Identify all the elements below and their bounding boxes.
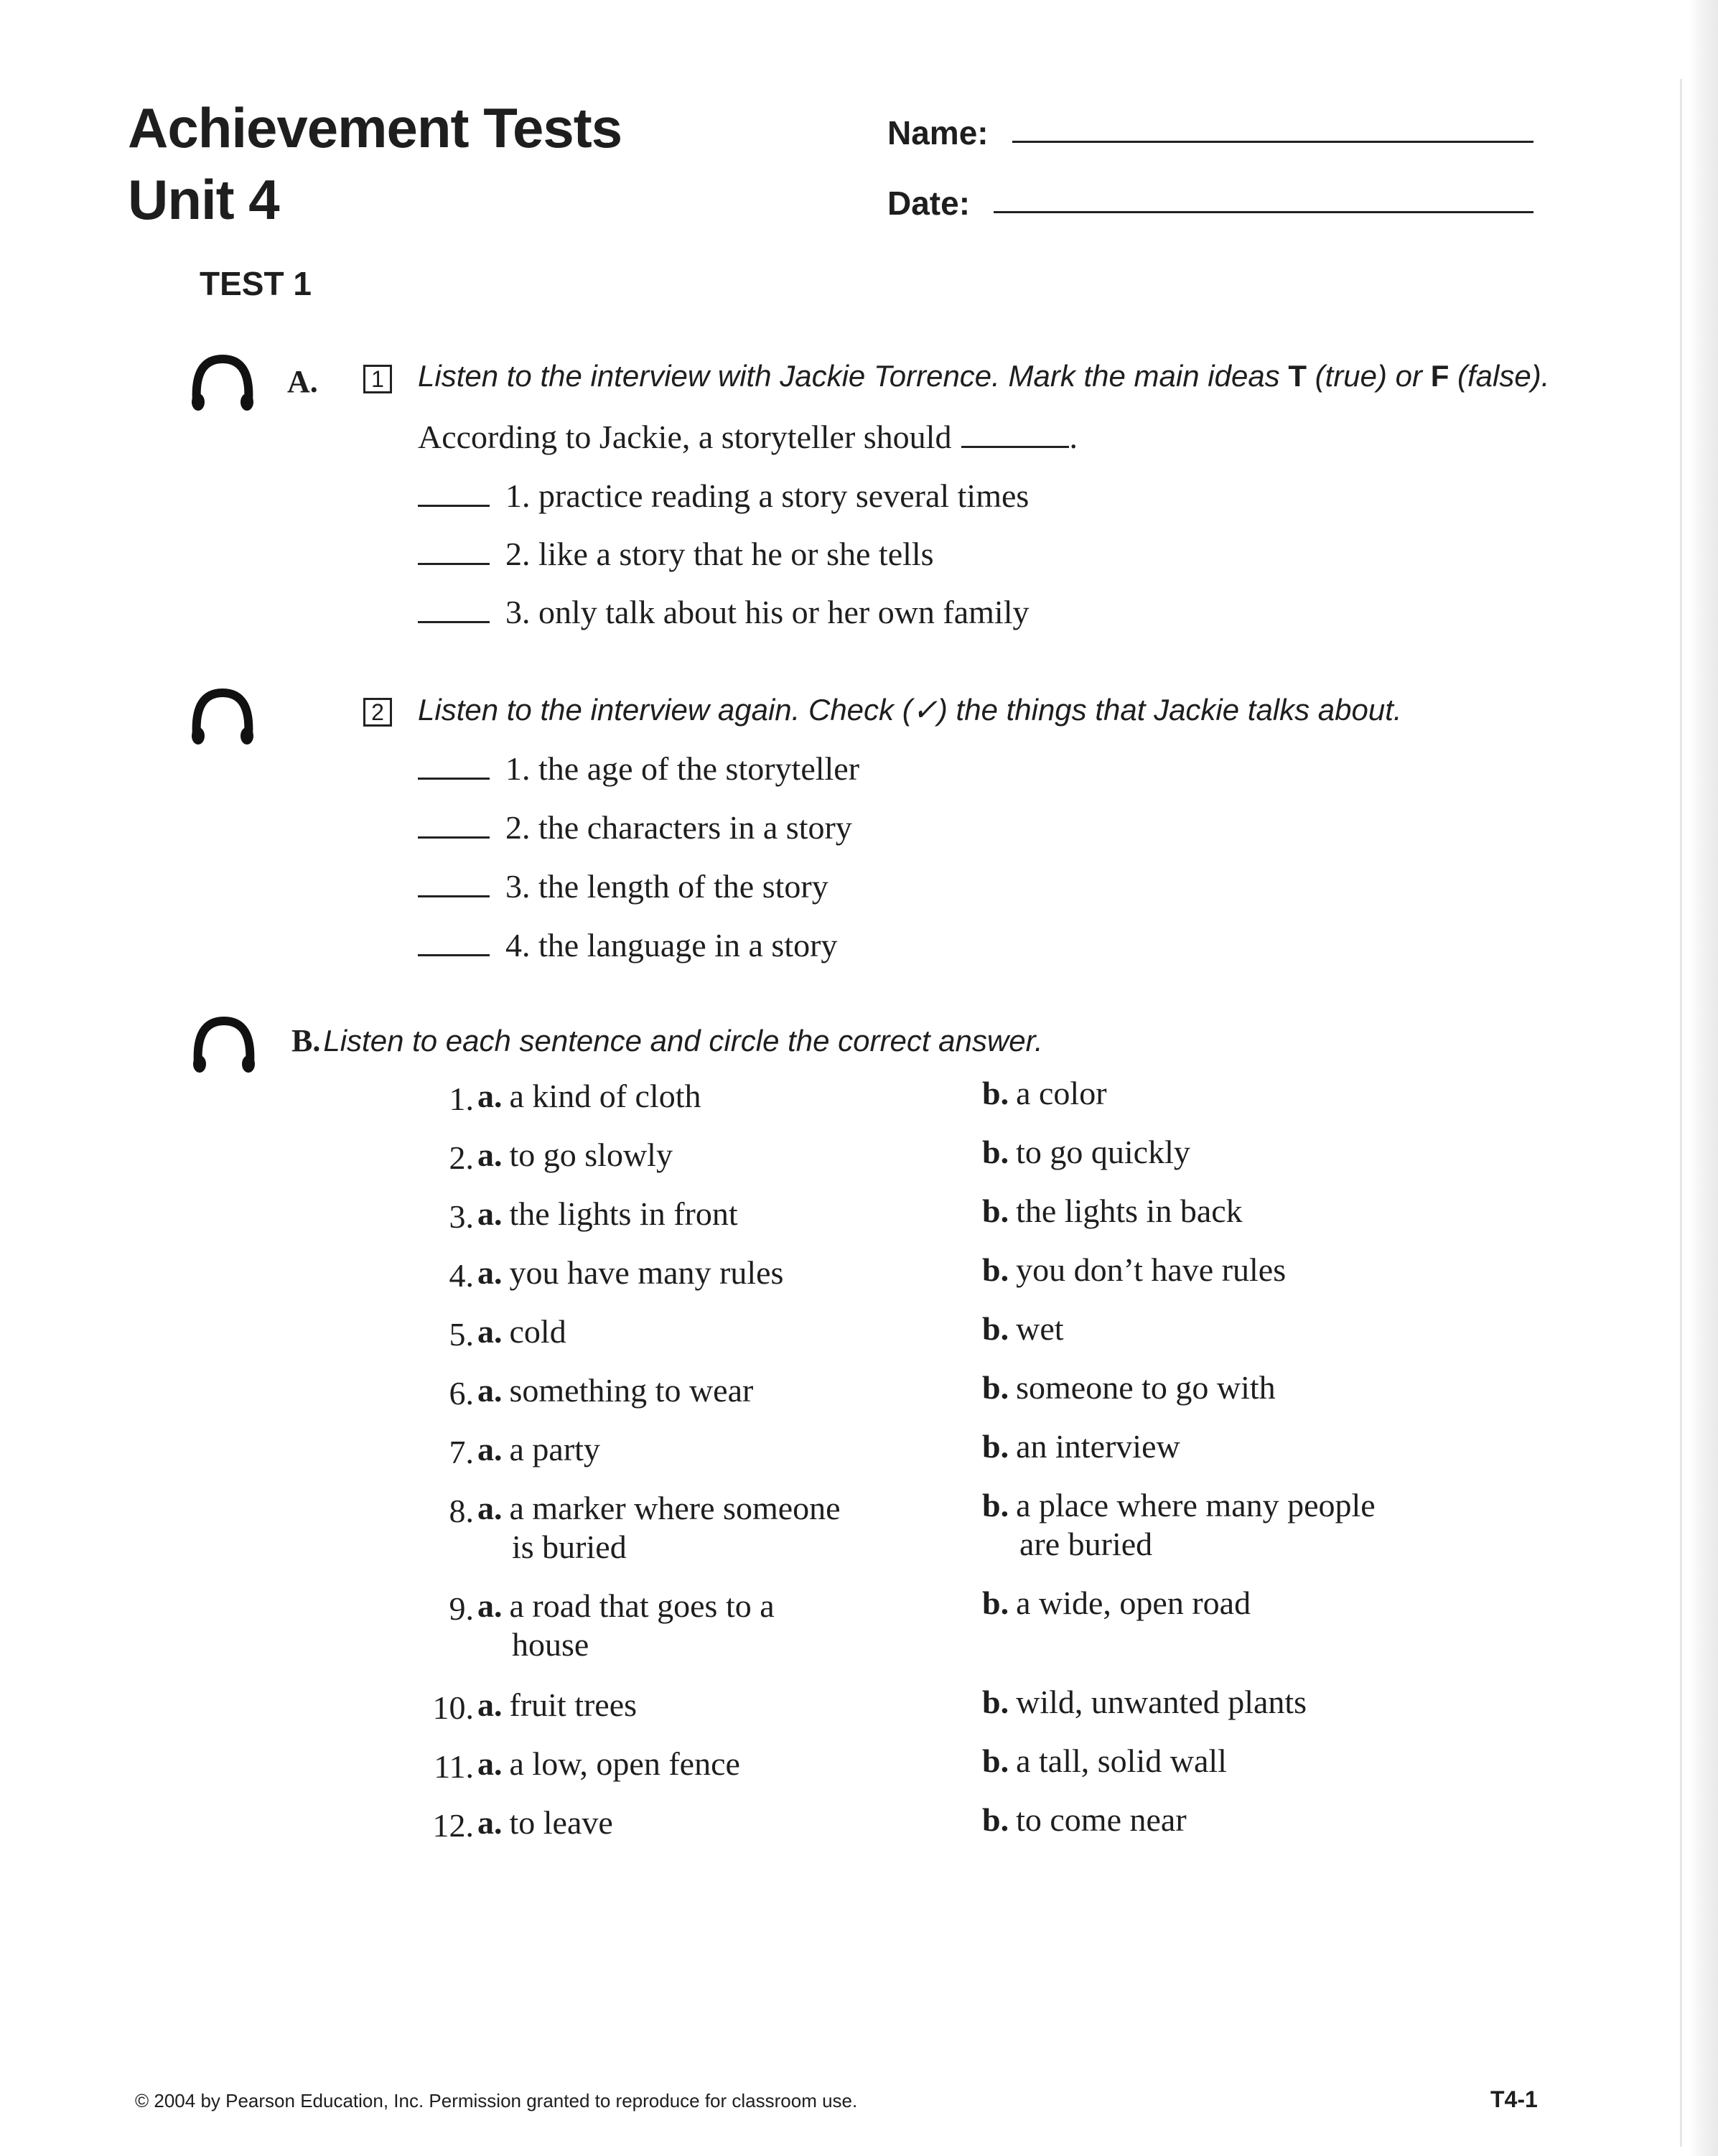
check-blank[interactable] xyxy=(418,836,490,839)
option-a-label: a. xyxy=(477,1372,503,1409)
question-number: 9. xyxy=(449,1590,474,1627)
answer-option-b[interactable] xyxy=(982,1310,1064,1348)
headphones-icon xyxy=(187,686,258,747)
option-a-text: a road that goes to a xyxy=(509,1587,775,1624)
question-number: 4. xyxy=(449,1257,474,1294)
test-label: TEST 1 xyxy=(200,265,312,302)
answer-option-a[interactable] xyxy=(477,1430,600,1469)
option-b-text: to come near xyxy=(1016,1801,1187,1838)
answer-option-b[interactable] xyxy=(982,1742,1227,1781)
option-a-label: a. xyxy=(477,1137,503,1173)
page-edge-line xyxy=(1680,79,1682,2147)
question-number: 10. xyxy=(432,1689,474,1726)
option-b-label: b. xyxy=(982,1487,1009,1523)
option-b-label: b. xyxy=(982,1193,1009,1229)
answer-option-a[interactable] xyxy=(477,1489,841,1567)
question-number: 12. xyxy=(432,1807,474,1844)
answer-option-b[interactable] xyxy=(982,1427,1180,1466)
question-number: 5. xyxy=(449,1316,474,1353)
answer-option-a[interactable] xyxy=(477,1686,637,1725)
page-edge-shadow xyxy=(1689,0,1718,2156)
answer-option-a[interactable] xyxy=(477,1136,673,1175)
check-blank[interactable] xyxy=(418,895,490,897)
answer-option-a[interactable] xyxy=(477,1371,753,1410)
option-b-text: a wide, open road xyxy=(1016,1585,1251,1621)
answer-option-b[interactable] xyxy=(982,1192,1243,1231)
option-a-text-cont: house xyxy=(512,1626,589,1663)
part-2-item: 4. the language in a story xyxy=(418,926,837,964)
option-a-label: a. xyxy=(477,1195,503,1232)
option-b-text: wild, unwanted plants xyxy=(1016,1684,1307,1720)
option-a-label: a. xyxy=(477,1254,503,1291)
question-number: 6. xyxy=(449,1375,474,1411)
headphones-icon xyxy=(187,352,258,413)
option-a-text: a party xyxy=(509,1431,600,1467)
date-label: Date: xyxy=(887,185,971,222)
answer-option-b[interactable] xyxy=(982,1584,1251,1623)
section-b-heading: B. Listen to each sentence and circle the correct answer. xyxy=(291,1023,1043,1058)
question-number: 3. xyxy=(449,1198,474,1235)
option-a-text: a marker where someone xyxy=(509,1490,841,1526)
date-field[interactable] xyxy=(994,211,1533,213)
option-a-text: you have many rules xyxy=(509,1254,784,1291)
question-number: 11. xyxy=(434,1748,474,1785)
answer-option-a[interactable] xyxy=(477,1254,783,1292)
option-b-label: b. xyxy=(982,1369,1009,1406)
part-1-item: 3. only talk about his or her own family xyxy=(418,593,1030,631)
section-a-letter: A. xyxy=(287,364,318,399)
option-b-text: to go quickly xyxy=(1016,1134,1190,1170)
option-a-label: a. xyxy=(477,1431,503,1467)
option-a-text: a kind of cloth xyxy=(509,1078,701,1114)
answer-option-b[interactable] xyxy=(982,1074,1107,1113)
option-b-text: an interview xyxy=(1016,1428,1180,1465)
headphones-icon xyxy=(188,1014,260,1075)
answer-option-a[interactable] xyxy=(477,1312,566,1351)
option-b-label: b. xyxy=(982,1585,1009,1621)
option-a-label: a. xyxy=(477,1587,503,1624)
part-1-instruction: Listen to the interview with Jackie Torrence. Mark the main ideas T (true) or F (false). xyxy=(418,359,1550,393)
answer-blank[interactable] xyxy=(418,505,490,507)
option-a-label: a. xyxy=(477,1490,503,1526)
option-a-label: a. xyxy=(477,1804,503,1841)
option-a-text: a low, open fence xyxy=(509,1745,740,1782)
answer-option-a[interactable] xyxy=(477,1803,613,1842)
question-number: 7. xyxy=(449,1434,474,1470)
name-field[interactable] xyxy=(1012,141,1533,143)
title-line-2: Unit 4 xyxy=(128,168,279,231)
question-number: 1. xyxy=(449,1081,474,1117)
part-1-prompt: According to Jackie, a storyteller should . xyxy=(418,419,1078,455)
part-2-number-box: 2 xyxy=(363,698,392,727)
answer-option-a[interactable] xyxy=(477,1077,701,1116)
option-a-text: cold xyxy=(509,1313,566,1350)
prompt-blank xyxy=(961,446,1069,448)
answer-option-b[interactable] xyxy=(982,1801,1187,1839)
option-b-text: wet xyxy=(1016,1310,1064,1347)
question-number: 2. xyxy=(449,1139,474,1176)
page-number: T4-1 xyxy=(1490,2086,1538,2112)
option-a-text: to go slowly xyxy=(509,1137,673,1173)
part-2-instruction: Listen to the interview again. Check (✓) the things that Jackie talks about. xyxy=(418,693,1402,727)
answer-option-a[interactable] xyxy=(477,1745,740,1783)
option-a-label: a. xyxy=(477,1745,503,1782)
part-2-item: 1. the age of the storyteller xyxy=(418,750,859,788)
part-2-item: 2. the characters in a story xyxy=(418,808,852,846)
part-1-item: 2. like a story that he or she tells xyxy=(418,535,934,573)
check-blank[interactable] xyxy=(418,954,490,956)
answer-option-b[interactable] xyxy=(982,1368,1276,1407)
option-a-label: a. xyxy=(477,1078,503,1114)
option-b-text-cont: are buried xyxy=(1019,1526,1153,1562)
answer-blank[interactable] xyxy=(418,621,490,623)
option-b-text: you don’t have rules xyxy=(1016,1251,1287,1288)
option-b-label: b. xyxy=(982,1134,1009,1170)
name-label: Name: xyxy=(887,114,989,151)
option-b-label: b. xyxy=(982,1801,1009,1838)
option-a-text: something to wear xyxy=(509,1372,754,1409)
answer-option-b[interactable] xyxy=(982,1486,1376,1564)
option-b-text: someone to go with xyxy=(1016,1369,1276,1406)
question-number: 8. xyxy=(449,1493,474,1529)
answer-option-a[interactable] xyxy=(477,1587,775,1664)
option-b-text: a tall, solid wall xyxy=(1016,1742,1227,1779)
copyright-notice: © 2004 by Pearson Education, Inc. Permission granted to reproduce for classroom use. xyxy=(135,2090,858,2111)
answer-option-a[interactable] xyxy=(477,1195,738,1233)
option-b-text: a color xyxy=(1016,1075,1107,1111)
option-a-label: a. xyxy=(477,1313,503,1350)
page-title xyxy=(128,92,622,235)
option-b-label: b. xyxy=(982,1742,1009,1779)
part-2-item: 3. the length of the story xyxy=(418,867,828,905)
option-b-label: b. xyxy=(982,1310,1009,1347)
option-b-label: b. xyxy=(982,1075,1009,1111)
title-line-1: Achievement Tests xyxy=(128,96,622,159)
option-b-text: the lights in back xyxy=(1016,1193,1243,1229)
answer-option-b[interactable] xyxy=(982,1683,1307,1722)
answer-option-b[interactable] xyxy=(982,1251,1286,1289)
option-b-text: a place where many people xyxy=(1016,1487,1376,1523)
check-blank[interactable] xyxy=(418,778,490,780)
part-1-item: 1. practice reading a story several times xyxy=(418,477,1029,515)
option-a-text-cont: is buried xyxy=(512,1529,627,1565)
answer-blank[interactable] xyxy=(418,563,490,565)
option-b-label: b. xyxy=(982,1684,1009,1720)
option-b-label: b. xyxy=(982,1428,1009,1465)
option-a-text: fruit trees xyxy=(509,1686,638,1723)
option-a-text: the lights in front xyxy=(509,1195,738,1232)
option-b-label: b. xyxy=(982,1251,1009,1288)
option-a-label: a. xyxy=(477,1686,503,1723)
answer-option-b[interactable] xyxy=(982,1133,1190,1172)
option-a-text: to leave xyxy=(509,1804,613,1841)
part-1-number-box: 1 xyxy=(363,365,392,393)
